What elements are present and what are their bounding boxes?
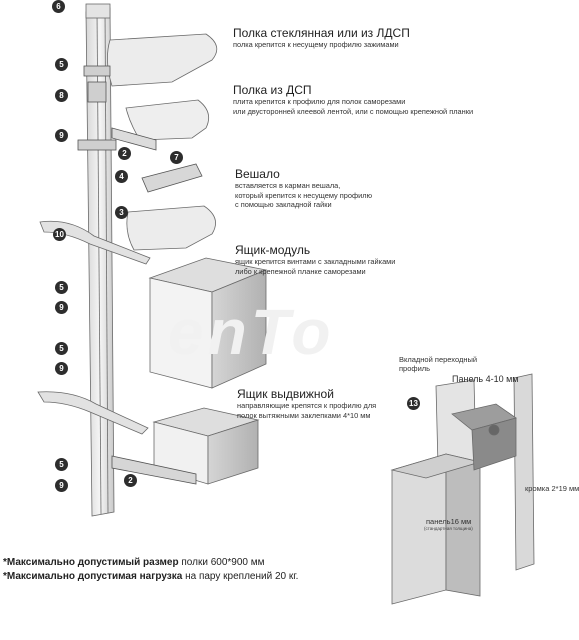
- edge-label: кромка 2*19 мм: [525, 484, 579, 493]
- section-glass-shelf: [233, 26, 410, 50]
- section-title: Вешало: [235, 167, 280, 181]
- footnote-text: полки 600*900 мм: [178, 557, 265, 568]
- section-desc: плита крепится к профилю для полок саморезами: [233, 97, 406, 106]
- watermark-logo: enTo: [168, 296, 335, 368]
- section-desc: или двусторонней клеевой лентой, или с помощью крепежной планки: [233, 106, 474, 116]
- profile-label: [399, 355, 477, 373]
- footnote-bold: *Максимально допустимый размер: [3, 557, 179, 568]
- section-desc: ящик крепится винтами с закладными гайками: [235, 257, 396, 266]
- vertical-profile-post: [86, 4, 114, 516]
- callout-badge: 4: [115, 170, 128, 183]
- section-desc: либо к крепежной планке саморезами: [235, 266, 366, 276]
- footnote-text: на пару креплений 20 кг.: [182, 571, 299, 582]
- callout-badge: 2: [118, 147, 131, 160]
- profile-label-line: профиль: [399, 364, 431, 373]
- callout-badge: 9: [55, 362, 68, 375]
- panel-label: Панель 4-10 мм: [452, 374, 519, 384]
- section-dsp-shelf: [233, 83, 473, 116]
- shelf-glass: [107, 34, 216, 86]
- section-desc: направляющие крепятся к профилю для: [237, 401, 377, 410]
- shelf-dsp: [126, 100, 209, 140]
- section-title: Полка из ДСП: [233, 83, 312, 97]
- footnote-bold: *Максимально допустимая нагрузка: [3, 571, 183, 582]
- callout-badge: 10: [53, 228, 66, 241]
- section-desc: полок вытяжными заклепками 4*10 мм: [237, 410, 371, 420]
- section-drawer-module: [235, 243, 395, 276]
- panel16-label: панель16 мм: [426, 517, 472, 526]
- section-pull-out-drawer: [237, 387, 376, 420]
- callout-badge: 9: [55, 479, 68, 492]
- callout-badge: 5: [55, 281, 68, 294]
- callout-badge: 7: [170, 151, 183, 164]
- callout-badge: 8: [55, 89, 68, 102]
- callout-badge: 3: [115, 206, 128, 219]
- section-desc: который крепится к несущему профилю: [235, 190, 373, 200]
- section-title: Полка стеклянная или из ЛДСП: [233, 26, 410, 40]
- footnote-max-size: [3, 557, 265, 568]
- section-desc: полка крепится к несущему профилю зажимами: [233, 40, 399, 49]
- section-desc: с помощью закладной гайки: [235, 200, 332, 210]
- panel16-sublabel: (стандартная толщина): [424, 526, 473, 531]
- hanger-pocket: [142, 164, 202, 192]
- callout-badge: 5: [55, 58, 68, 71]
- callout-badge: 13: [407, 397, 420, 410]
- section-hanger: [235, 167, 372, 210]
- shelf-dsp-lower: [127, 206, 216, 250]
- section-title: Ящик-модуль: [235, 243, 311, 257]
- callout-badge: 5: [55, 342, 68, 355]
- section-desc: вставляется в карман вешала,: [235, 181, 341, 190]
- callout-badge: 9: [55, 301, 68, 314]
- section-title: Ящик выдвижной: [237, 387, 334, 401]
- callout-badge: 2: [124, 474, 137, 487]
- profile-label-line: Вкладной переходный: [399, 355, 478, 364]
- footnote-max-load: [3, 571, 298, 582]
- callout-badge: 5: [55, 458, 68, 471]
- callout-badge: 9: [55, 129, 68, 142]
- callout-badge: 6: [52, 0, 65, 13]
